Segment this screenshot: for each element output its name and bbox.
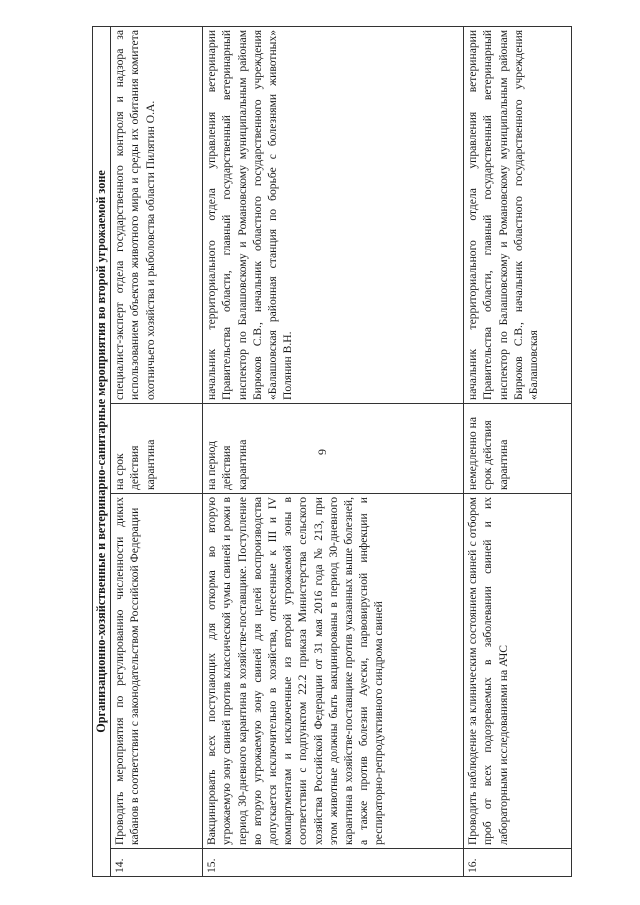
responsible-cell: начальник территориального отдела управления ветеринарии Правительства области, главный государственный ветеринарный инспектор по Балашовскому и Романовскому муниципальным районам Бирюков С.В., начальник областного государственного учреждения «Балашовская районная станция по борьбе с болезнями животных» Полянин В.Н. xyxy=(203,26,464,403)
measures-table xyxy=(92,26,572,877)
rotated-table-container xyxy=(92,27,580,877)
responsible-cell: специалист-эксперт отдела государственного контроля и надзора за использованием объектов животного мира и среды их обитания комитета охотничьего хозяйства и рыболовства области Пилятин О.А. xyxy=(111,26,203,403)
row-number: 14. xyxy=(111,849,203,877)
responsible-cell: начальник территориального отдела управления ветеринарии Правительства области, главный государственный ветеринарный инспектор по Балашовскому и Романовскому муниципальным районам Бирюков С.В., начальник областного государственного учреждения «Балашовская xyxy=(464,26,572,403)
term-cell: на срок действия карантина xyxy=(111,404,203,494)
section-header-row xyxy=(93,26,111,876)
term-cell: на период действия карантина xyxy=(203,404,464,494)
term-cell: немедленно на срок действия карантина xyxy=(464,404,572,494)
row-number: 15. xyxy=(203,849,464,877)
measure-cell: Проводить наблюдение за клиническим состоянием свиней с отбором проб от всех подозреваемых в заболевании свиней и их лабораторными исследованиями на АЧС xyxy=(464,494,572,849)
page-number: 9 xyxy=(315,449,329,455)
table-row xyxy=(111,26,203,876)
measure-cell: Вакцинировать всех поступающих для откорма во вторую угрожаемую зону свиней против классической чумы свиней и рожи в период 30-дневного карантина в хозяйстве-поставщике. Поступление во вторую угрожаемую зону свиней для целей воспроизводства допускается исключительно в хозяйства, отнесенные к III и IV компартментам и исключенные из второй угрожаемой зоны в соответствии с подпунктом 22.2 приказа Министерства сельского хозяйства Российской Федерации от 31 мая 2016 года № 213, при этом животные должны быть вакцинированы в период 30-дневного карантина в хозяйстве-поставщике против указанных выше болезней, а также против болезни Ауески, парвовирусной инфекции и респираторно-репродуктивного синдрома свиней xyxy=(203,494,464,849)
row-number: 16. xyxy=(464,849,572,877)
measure-cell: Проводить мероприятия по регулированию численности диких кабанов в соответствии с законодательством Российской Федерации xyxy=(111,494,203,849)
table-row xyxy=(203,26,464,876)
section-header: Организационно-хозяйственные и ветеринарно-санитарные мероприятия во второй угрожаемой зоне xyxy=(93,26,111,876)
table-row xyxy=(464,26,572,876)
